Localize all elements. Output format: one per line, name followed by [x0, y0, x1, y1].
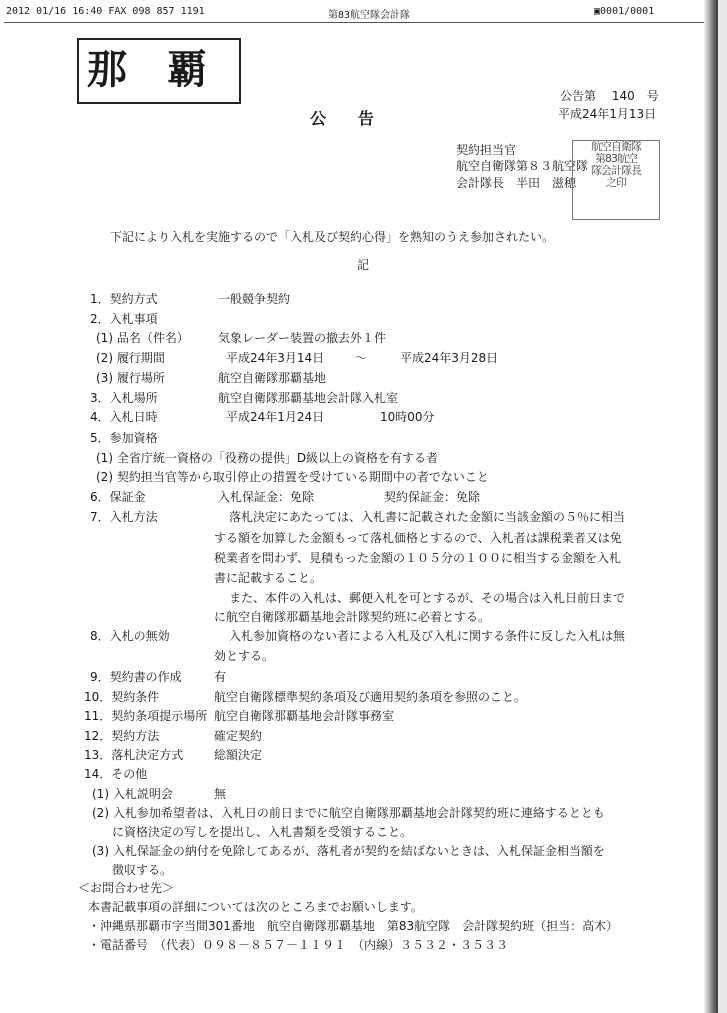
- official-seal: [572, 140, 660, 220]
- item-3-label: 3．入札場所: [90, 391, 158, 405]
- item-2-1-value: 気象レーダー装置の撤去外１件: [218, 331, 387, 345]
- item-1-label: 1．契約方式: [90, 292, 158, 306]
- item-1-value: 一般競争契約: [218, 292, 291, 306]
- page-icon: ▣: [594, 6, 601, 17]
- item-13-label: 13．落札決定方式: [84, 748, 184, 762]
- period-from: 平成24年3月14日: [226, 351, 325, 365]
- item-14-3-line: 徴収する。: [112, 863, 173, 877]
- naha-stamp-text: 那 覇: [87, 46, 207, 93]
- item-7-line: する額を加算した金額もって落札価格とするので、入札者は課税業者又は免: [214, 531, 622, 545]
- fax-datetime: 2012 01/16 16:40 FAX 098 857 1191: [6, 6, 205, 17]
- period-to: 平成24年3月28日: [400, 351, 499, 365]
- item-2-label: 2．入札事項: [90, 312, 158, 326]
- item-14-label: 14．その他: [84, 767, 148, 781]
- item-6-label: 6．保証金: [90, 490, 146, 504]
- contact-lead: 本書記載事項の詳細については次のところまでお願いします。: [88, 900, 423, 914]
- item-14-2-line: (2) 入札参加希望者は、入札日の前日までに航空自衛隊那覇基地会計隊契約班に連絡するととも: [92, 806, 605, 820]
- item-12-value: 確定契約: [214, 729, 263, 743]
- contact-heading: ＜お問合わせ先＞: [78, 881, 175, 895]
- item-5-2: (2) 契約担当官等から取引停止の措置を受けている期間中の者でないこと: [96, 470, 489, 484]
- bid-date: 平成24年1月24日: [226, 410, 325, 424]
- item-5-1: (1) 全省庁統一資格の「役務の提供」D級以上の資格を有する者: [96, 451, 439, 465]
- seal-line: 隊会計隊長: [591, 164, 641, 177]
- item-12-label: 12．契約方法: [84, 729, 160, 743]
- fax-page: ▣0001/0001: [594, 6, 655, 17]
- item-7-line: 書に記載すること。: [214, 571, 323, 585]
- naha-stamp: [77, 38, 241, 104]
- seal-line: 之印: [606, 176, 626, 189]
- item-13-value: 総額決定: [214, 748, 263, 762]
- item-9-label: 9．契約書の作成: [90, 670, 182, 684]
- item-3-value: 航空自衛隊那覇基地会計隊入札室: [218, 391, 399, 405]
- item-7-line: に航空自衛隊那覇基地会計隊契約班に必着とする。: [214, 610, 491, 624]
- item-2-3-value: 航空自衛隊那覇基地: [218, 371, 327, 385]
- item-14-1-label: (1) 入札説明会: [92, 787, 173, 801]
- seal-line: 航空自衛隊: [591, 140, 641, 153]
- document-title: 公 告: [310, 109, 375, 128]
- bid-time: 10時00分: [380, 410, 435, 424]
- item-7-label: 7．入札方法: [90, 510, 158, 524]
- issuer-name: 会計隊長 半田 滋穂: [456, 176, 577, 190]
- item-11-value: 航空自衛隊那覇基地会計隊事務室: [214, 709, 395, 723]
- item-14-2-line: に資格決定の写しを提出し、入札書類を受領すること。: [112, 825, 413, 839]
- seal-line: 第83航空: [595, 152, 637, 165]
- item-10-value: 航空自衛隊標準契約条項及び適用契約条項を参照のこと。: [214, 690, 527, 704]
- item-2-2-label: (2) 履行期間: [96, 351, 165, 365]
- fax-header-divider: [4, 22, 704, 23]
- item-5-label: 5．参加資格: [90, 431, 158, 445]
- item-8-line: 効とする。: [214, 649, 275, 663]
- fax-sender: 第83航空隊会計隊: [328, 10, 411, 21]
- item-2-3-label: (3) 履行場所: [96, 371, 165, 385]
- issuer-title: 契約担当官: [456, 143, 517, 157]
- item-10-label: 10．契約条件: [84, 690, 160, 704]
- item-8-line: 入札参加資格のない者による入札及び入札に関する条件に反した入札は無: [229, 629, 626, 643]
- item-9-value: 有: [214, 670, 227, 684]
- contact-phone: ・電話番号 （代表）０９８－８５７－１１９１ （内線）３５３２・３５３３: [88, 938, 509, 952]
- item-4-label: 4．入札日時: [90, 410, 158, 424]
- contact-address: ・沖縄県那覇市字当間301番地 航空自衛隊那覇基地 第83航空隊 会計隊契約班（担当：高木）: [88, 919, 619, 933]
- item-8-label: 8．入札の無効: [90, 629, 170, 643]
- item-7-line: 落札決定にあたっては、入札書に記載された金額に当該金額の５％に相当: [229, 510, 626, 524]
- contract-deposit: 契約保証金：免除: [384, 490, 481, 504]
- ki-heading: 記: [357, 258, 370, 272]
- scan-edge-margin: [718, 0, 727, 1013]
- item-14-1-value: 無: [214, 787, 227, 801]
- item-2-1-label: (1) 品名（件名）: [96, 331, 189, 345]
- notice-number: 公告第 140 号: [560, 89, 659, 103]
- intro-text: 下記により入札を実施するので「入札及び契約心得」を熟知のうえ参加されたい。: [110, 230, 555, 244]
- bid-deposit: 入札保証金：免除: [218, 490, 315, 504]
- notice-date: 平成24年1月13日: [558, 107, 657, 121]
- item-14-3-line: (3) 入札保証金の納付を免除してあるが、落札者が契約を結ばないときは、入札保証金相当額を: [92, 844, 605, 858]
- item-11-label: 11．契約条項提示場所: [84, 709, 208, 723]
- scan-edge-shadow: [704, 0, 718, 1013]
- item-7-line: 税業者を問わず、見積もった金額の１０５分の１００に相当する金額を入札: [214, 551, 622, 565]
- item-7-line: また、本件の入札は、郵便入札を可とするが、その場合は入札日前日まで: [229, 591, 626, 605]
- issuer-unit: 航空自衛隊第８３航空隊: [456, 159, 589, 173]
- period-separator: ～: [355, 351, 368, 365]
